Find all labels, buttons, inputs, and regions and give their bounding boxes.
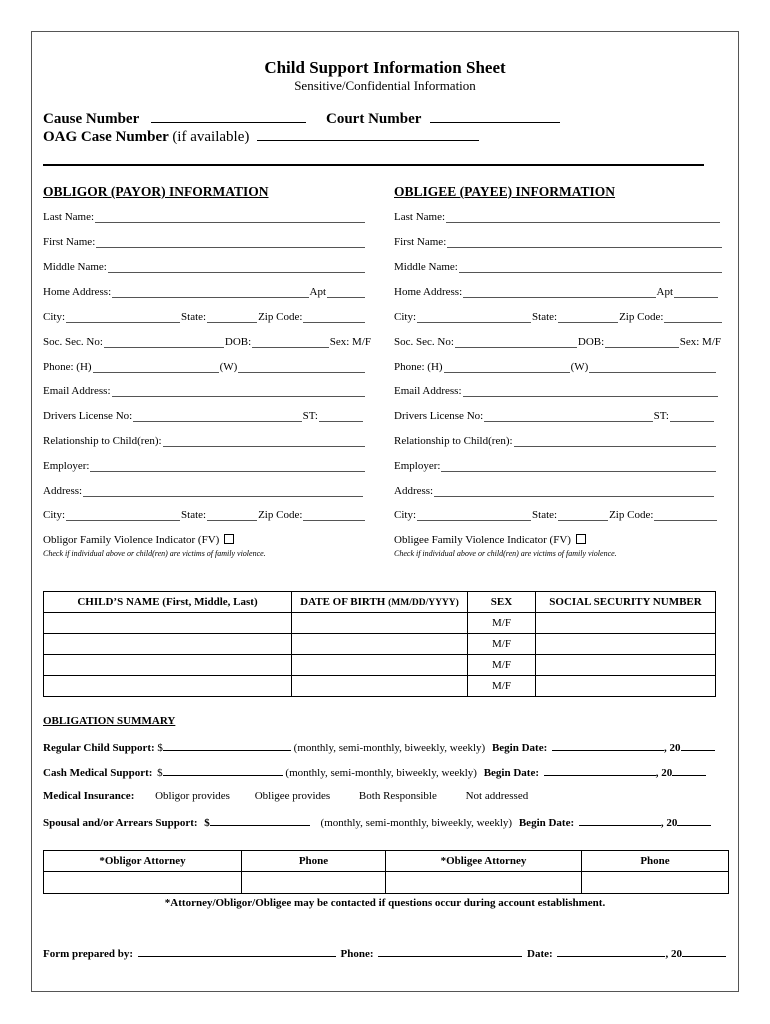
cash-medical-begin-date-field[interactable]: [544, 765, 656, 776]
obligee-city-field[interactable]: [417, 312, 531, 323]
obligor-employer-address-row: [43, 485, 364, 497]
obligor-zip-field[interactable]: [303, 312, 365, 323]
child-sex-cell[interactable]: M/F: [468, 655, 536, 676]
obligor-first-name-field[interactable]: [96, 237, 365, 248]
regular-support-amount-field[interactable]: [163, 740, 291, 751]
obligee-apt-field[interactable]: [674, 287, 718, 298]
ins-option-both[interactable]: Both Responsible: [358, 790, 437, 802]
regular-support-label: Regular Child Support:: [43, 742, 155, 754]
obligee-email-field[interactable]: [463, 386, 718, 397]
dollar-sign: $: [157, 767, 163, 779]
obligee-employer-address-field[interactable]: [434, 486, 714, 497]
field-label: Phone: (H): [43, 361, 92, 373]
obligor-sex-label: Sex: M/F: [329, 336, 371, 348]
child-sex-cell[interactable]: M/F: [468, 634, 536, 655]
obligee-home-address-field[interactable]: [463, 287, 655, 298]
field-label: Middle Name:: [43, 261, 107, 273]
field-label: City:: [394, 311, 417, 323]
obligee-employer-row: [394, 460, 717, 472]
obligee-phone-row: [394, 361, 717, 373]
child-name-cell[interactable]: [44, 655, 292, 676]
dollar-sign: $: [204, 817, 210, 829]
field-label: Drivers License No:: [394, 410, 484, 422]
field-label: (W): [570, 361, 589, 373]
obligee-ssn-field[interactable]: [455, 337, 577, 348]
obligor-employer-state-field[interactable]: [207, 510, 257, 521]
field-label: State:: [532, 509, 558, 521]
child-ssn-cell[interactable]: [536, 613, 716, 634]
field-label: Zip Code:: [258, 311, 303, 323]
court-number-field[interactable]: [430, 110, 560, 123]
field-label: Soc. Sec. No:: [43, 336, 103, 348]
obligor-dl-state-field[interactable]: [319, 411, 363, 422]
field-label: Email Address:: [43, 385, 111, 397]
field-label: (W): [219, 361, 238, 373]
spousal-year-field[interactable]: [677, 815, 711, 826]
obligor-last-name-field[interactable]: [95, 212, 365, 223]
dob-header-format: (MM/DD/YYYY): [388, 598, 459, 608]
obligee-relationship-field[interactable]: [514, 436, 716, 447]
obligor-phone-home-field[interactable]: [93, 362, 219, 373]
field-label: Drivers License No:: [43, 410, 133, 422]
obligor-employer-row: [43, 460, 366, 472]
field-label: Address:: [43, 485, 83, 497]
obligee-employer-field[interactable]: [441, 461, 716, 472]
obligor-employer-address-field[interactable]: [83, 486, 363, 497]
obligor-fv-row: [43, 534, 234, 546]
child-dob-cell[interactable]: [292, 655, 468, 676]
obligor-home-address-row: [43, 286, 366, 298]
obligee-employer-city-field[interactable]: [417, 510, 531, 521]
obligee-employer-state-field[interactable]: [558, 510, 608, 521]
obligor-employer-city-field[interactable]: [66, 510, 180, 521]
obligor-attorney-header: *Obligor Attorney: [44, 851, 242, 872]
cause-number-row: [43, 110, 306, 128]
field-label: State:: [181, 509, 207, 521]
obligee-sex-label: Sex: M/F: [679, 336, 721, 348]
attorney-footnote: *Attorney/Obligor/Obligee may be contacted if questions occur during account establishment.: [164, 897, 606, 909]
obligor-ssn-row: [43, 336, 371, 348]
obligor-attorney-cell[interactable]: [44, 872, 242, 894]
spousal-row: [43, 815, 711, 829]
obligee-attorney-header: *Obligee Attorney: [386, 851, 582, 872]
obligee-first-name-field[interactable]: [447, 237, 722, 248]
prepared-by-row: [43, 946, 726, 960]
form-subtitle: Sensitive/Confidential Information: [294, 78, 476, 93]
obligee-middle-name-field[interactable]: [459, 262, 722, 273]
obligee-fv-row: [394, 534, 586, 546]
obligor-employer-zip-field[interactable]: [303, 510, 365, 521]
table-row: [44, 613, 716, 634]
obligor-phone-work-field[interactable]: [238, 362, 365, 373]
obligor-city-row: [43, 311, 366, 323]
cash-medical-row: [43, 765, 706, 779]
field-label: Apt: [656, 286, 673, 298]
obligee-employer-city-row: [394, 509, 718, 521]
form-title: Child Support Information Sheet: [264, 58, 506, 77]
field-label: City:: [394, 509, 417, 521]
field-label: Email Address:: [394, 385, 462, 397]
attorney-table: [43, 850, 729, 894]
ins-option-not-addressed[interactable]: Not addressed: [465, 790, 529, 802]
field-label: DOB:: [577, 336, 605, 348]
spousal-label: Spousal and/or Arrears Support:: [43, 817, 198, 829]
obligor-first-name-row: [43, 236, 366, 248]
header-divider: [43, 164, 704, 166]
obligor-ssn-field[interactable]: [104, 337, 224, 348]
obligor-apt-field[interactable]: [327, 287, 365, 298]
cause-number-label: Cause Number: [43, 111, 139, 127]
child-name-cell[interactable]: [44, 676, 292, 697]
cause-number-field[interactable]: [151, 110, 306, 123]
child-sex-cell[interactable]: M/F: [468, 676, 536, 697]
frequency-text: (monthly, semi-monthly, biweekly, weekly): [320, 817, 513, 829]
ins-option-obligee[interactable]: Obligee provides: [254, 790, 331, 802]
obligee-phone-work-field[interactable]: [589, 362, 716, 373]
obligee-phone-header: Phone: [582, 851, 729, 872]
court-number-label: Court Number: [326, 111, 422, 127]
obligor-dl-row: [43, 410, 364, 422]
obligor-email-field[interactable]: [112, 386, 365, 397]
obligor-attorney-phone-cell[interactable]: [242, 872, 386, 894]
table-row: [44, 872, 729, 894]
field-label: DOB:: [224, 336, 252, 348]
field-label: First Name:: [43, 236, 96, 248]
field-label: Relationship to Child(ren):: [43, 435, 162, 447]
obligor-fv-label: Obligor Family Violence Indicator (FV): [43, 534, 220, 546]
obligor-state-field[interactable]: [207, 312, 257, 323]
dob-header: [292, 592, 468, 613]
obligor-home-address-field[interactable]: [112, 287, 308, 298]
field-label: Home Address:: [43, 286, 112, 298]
field-label: State:: [181, 311, 207, 323]
field-label: Zip Code:: [258, 509, 303, 521]
field-label: Last Name:: [43, 211, 95, 223]
field-label: Address:: [394, 485, 434, 497]
obligor-employer-city-row: [43, 509, 366, 521]
obligee-dl-row: [394, 410, 715, 422]
obligee-zip-field[interactable]: [664, 312, 722, 323]
field-label: First Name:: [394, 236, 447, 248]
cash-medical-year-field[interactable]: [672, 765, 706, 776]
child-ssn-cell[interactable]: [536, 655, 716, 676]
obligor-relationship-field[interactable]: [163, 436, 365, 447]
table-row: [44, 655, 716, 676]
obligee-fv-note: Check if individual above or child(ren) are victims of family violence.: [394, 549, 617, 558]
obligor-city-field[interactable]: [66, 312, 180, 323]
obligee-city-row: [394, 311, 723, 323]
footer-phone-label: Phone:: [340, 948, 374, 960]
obligor-employer-field[interactable]: [90, 461, 365, 472]
obligee-last-name-row: [394, 211, 721, 223]
obligor-fv-checkbox[interactable]: [224, 534, 234, 544]
field-label: Last Name:: [394, 211, 446, 223]
children-table: [43, 591, 716, 697]
cash-medical-amount-field[interactable]: [163, 765, 283, 776]
oag-case-field[interactable]: [257, 128, 479, 141]
spousal-begin-date-field[interactable]: [579, 815, 661, 826]
field-label: City:: [43, 509, 66, 521]
field-label: Middle Name:: [394, 261, 458, 273]
year-prefix: , 20: [655, 767, 673, 779]
obligee-attorney-phone-cell[interactable]: [582, 872, 729, 894]
medical-insurance-label: Medical Insurance:: [43, 790, 135, 802]
obligor-relationship-row: [43, 435, 366, 447]
dob-header-label: DATE OF BIRTH: [300, 596, 386, 608]
field-label: Employer:: [43, 460, 90, 472]
obligor-dob-field[interactable]: [252, 337, 329, 348]
obligee-heading: OBLIGEE (PAYEE) INFORMATION: [394, 184, 616, 199]
prepared-by-field[interactable]: [138, 946, 336, 957]
obligor-middle-name-row: [43, 261, 366, 273]
obligee-home-address-row: [394, 286, 719, 298]
obligor-middle-name-field[interactable]: [108, 262, 365, 273]
oag-case-row: [43, 128, 479, 146]
court-number-row: [326, 110, 560, 128]
child-name-cell[interactable]: [44, 613, 292, 634]
medical-insurance-row: [43, 790, 528, 802]
field-label: ST:: [302, 410, 318, 422]
obligor-fv-note: Check if individual above or child(ren) are victims of family violence.: [43, 549, 266, 558]
obligee-state-field[interactable]: [558, 312, 618, 323]
footer-phone-field[interactable]: [378, 946, 522, 957]
obligor-phone-row: [43, 361, 366, 373]
dollar-sign: $: [157, 742, 163, 754]
field-label: City:: [43, 311, 66, 323]
child-ssn-cell[interactable]: [536, 634, 716, 655]
attorney-table-header: [44, 851, 729, 872]
obligor-heading: OBLIGOR (PAYOR) INFORMATION: [43, 184, 269, 199]
footer-year-prefix: , 20: [665, 948, 682, 960]
obligee-employer-zip-field[interactable]: [654, 510, 717, 521]
field-label: Employer:: [394, 460, 441, 472]
field-label: Soc. Sec. No:: [394, 336, 454, 348]
regular-support-begin-date-field[interactable]: [552, 740, 664, 751]
frequency-text: (monthly, semi-monthly, biweekly, weekly): [293, 742, 486, 754]
ssn-header: SOCIAL SECURITY NUMBER: [536, 592, 716, 613]
obligor-phone-header: Phone: [242, 851, 386, 872]
child-ssn-cell[interactable]: [536, 676, 716, 697]
obligee-relationship-row: [394, 435, 717, 447]
footer-date-field[interactable]: [557, 946, 665, 957]
obligee-phone-home-field[interactable]: [444, 362, 570, 373]
spousal-amount-field[interactable]: [210, 815, 310, 826]
field-label: Zip Code:: [619, 311, 664, 323]
obligee-email-row: [394, 385, 719, 397]
obligee-employer-address-row: [394, 485, 715, 497]
field-label: Zip Code:: [609, 509, 654, 521]
regular-support-year-field[interactable]: [681, 740, 715, 751]
regular-support-row: [43, 740, 715, 754]
year-prefix: , 20: [660, 817, 678, 829]
ins-option-obligor[interactable]: Obligor provides: [155, 790, 230, 802]
frequency-text: (monthly, semi-monthly, biweekly, weekly): [285, 767, 477, 779]
year-prefix: , 20: [664, 742, 681, 754]
obligee-attorney-cell[interactable]: [386, 872, 582, 894]
sex-header: SEX: [468, 592, 536, 613]
child-name-header: CHILD’S NAME (First, Middle, Last): [44, 592, 292, 613]
obligee-fv-checkbox[interactable]: [576, 534, 586, 544]
oag-if-available: (if available): [172, 129, 250, 145]
begin-date-label: Begin Date:: [491, 742, 548, 754]
oag-case-label: OAG Case Number: [43, 129, 169, 145]
obligee-dl-state-field[interactable]: [670, 411, 714, 422]
obligor-email-row: [43, 385, 366, 397]
obligor-last-name-row: [43, 211, 366, 223]
cash-medical-label: Cash Medical Support:: [43, 767, 153, 779]
footer-year-field[interactable]: [682, 946, 726, 957]
field-label: ST:: [653, 410, 669, 422]
begin-date-label: Begin Date:: [518, 817, 575, 829]
field-label: Apt: [309, 286, 326, 298]
prepared-by-label: Form prepared by:: [43, 948, 134, 960]
footer-date-label: Date:: [527, 948, 553, 960]
children-table-header: [44, 592, 716, 613]
field-label: Home Address:: [394, 286, 463, 298]
table-row: [44, 676, 716, 697]
obligee-fv-label: Obligee Family Violence Indicator (FV): [394, 534, 571, 546]
obligor-dl-field[interactable]: [133, 411, 301, 422]
child-name-cell[interactable]: [44, 634, 292, 655]
child-dob-cell[interactable]: [292, 634, 468, 655]
obligee-middle-name-row: [394, 261, 723, 273]
obligee-last-name-field[interactable]: [446, 212, 720, 223]
obligee-first-name-row: [394, 236, 723, 248]
field-label: State:: [532, 311, 558, 323]
field-label: Phone: (H): [394, 361, 443, 373]
child-dob-cell[interactable]: [292, 676, 468, 697]
obligee-dl-field[interactable]: [484, 411, 652, 422]
obligation-summary-heading: OBLIGATION SUMMARY: [43, 715, 176, 727]
field-label: Relationship to Child(ren):: [394, 435, 513, 447]
obligee-ssn-row: [394, 336, 721, 348]
child-sex-cell[interactable]: M/F: [468, 613, 536, 634]
obligee-dob-field[interactable]: [605, 337, 679, 348]
child-dob-cell[interactable]: [292, 613, 468, 634]
begin-date-label: Begin Date:: [483, 767, 539, 779]
table-row: [44, 634, 716, 655]
